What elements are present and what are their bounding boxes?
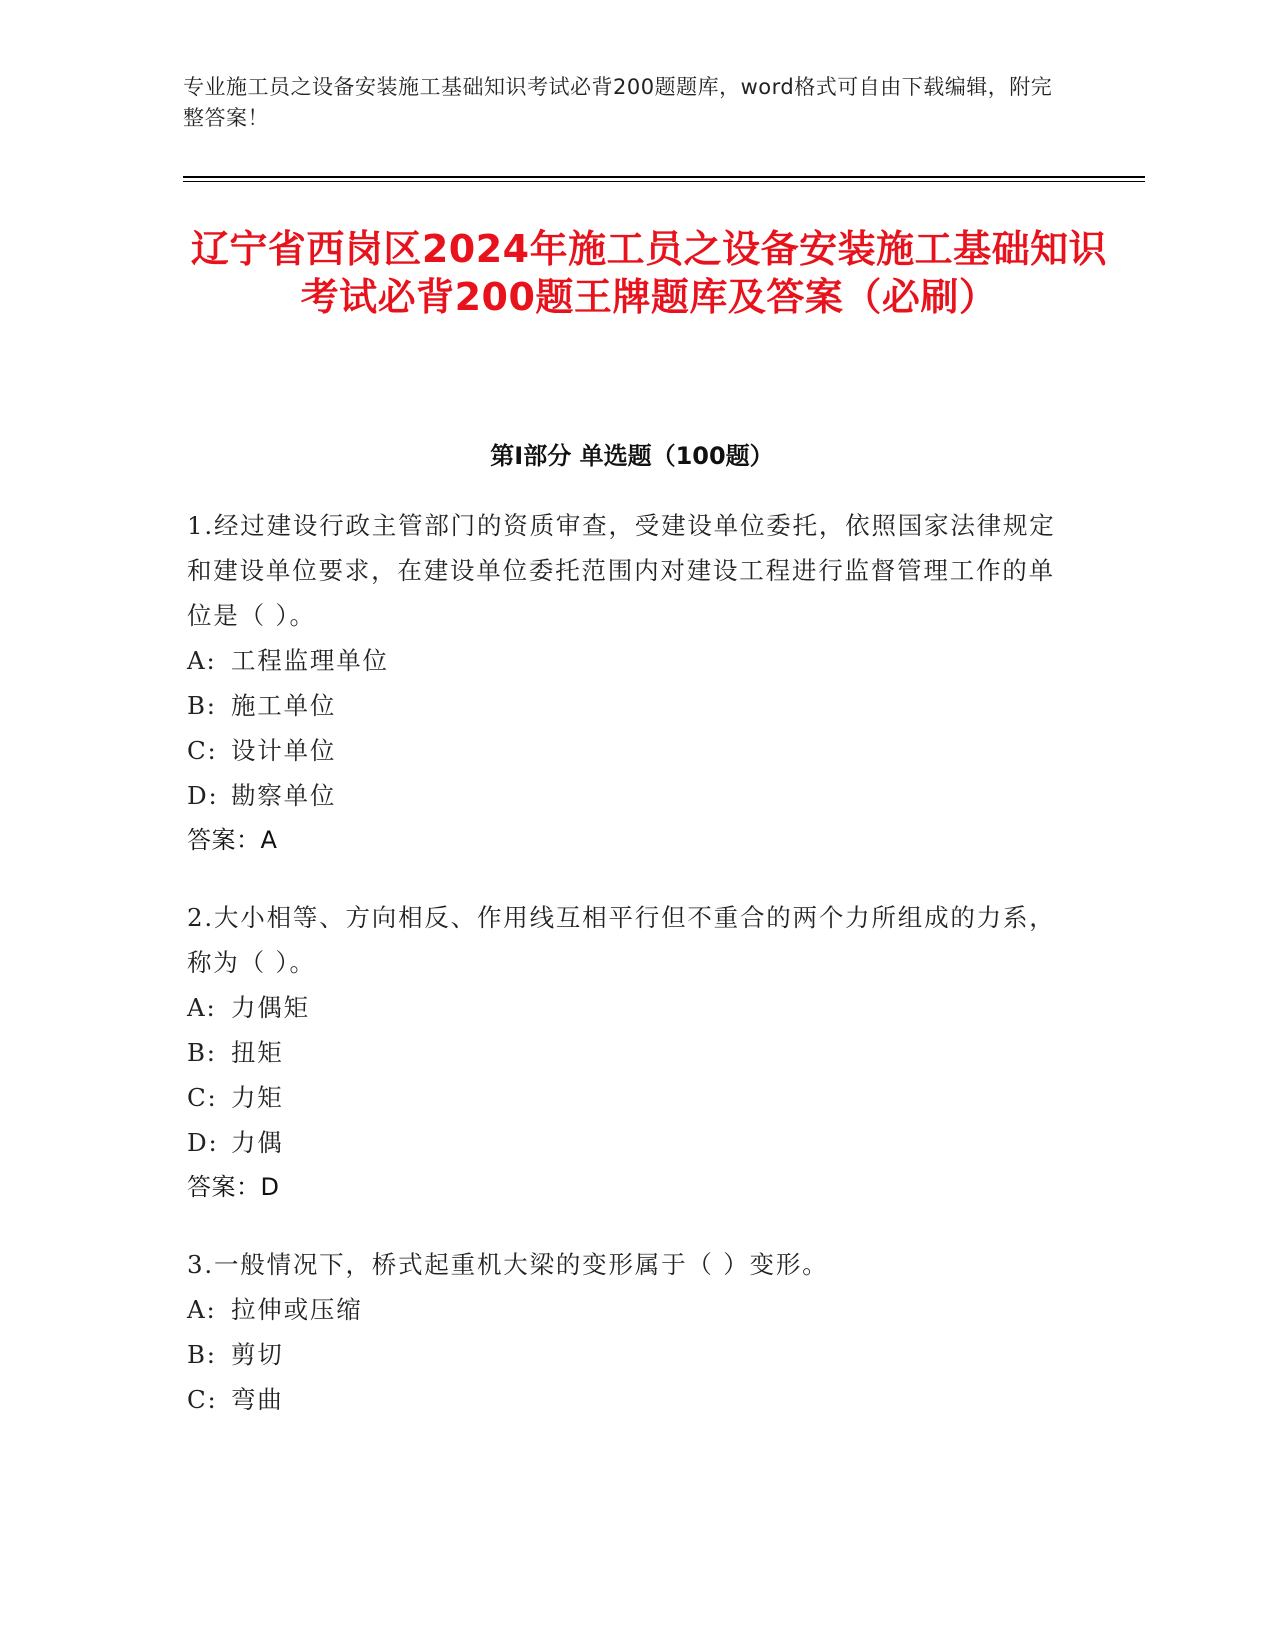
option-letter: B: <box>187 1340 217 1369</box>
option-d <box>187 773 1067 818</box>
option-letter: C: <box>187 1385 218 1414</box>
option-text: 剪切 <box>231 1340 284 1369</box>
option-text: 施工单位 <box>231 691 337 720</box>
option-letter: C: <box>187 1083 218 1112</box>
section-title: 第I部分 单选题（100题） <box>490 442 774 470</box>
option-a <box>187 985 1067 1030</box>
option-c <box>187 728 1067 773</box>
header-note: 专业施工员之设备安装施工基础知识考试必背200题题库，word格式可自由下载编辑，附完整答案！ <box>183 75 1053 130</box>
option-b <box>187 1332 1067 1377</box>
option-text: 设计单位 <box>231 736 337 765</box>
option-text: 工程监理单位 <box>231 646 389 675</box>
option-letter: B: <box>187 691 217 720</box>
option-letter: D: <box>187 1128 219 1157</box>
option-text: 勘察单位 <box>231 781 337 810</box>
option-c <box>187 1377 1067 1422</box>
question-2 <box>187 895 1067 1210</box>
option-text: 扭矩 <box>231 1038 284 1067</box>
option-c <box>187 1075 1067 1120</box>
document-title: 辽宁省西岗区2024年施工员之设备安装施工基础知识考试必背200题王牌题库及答案（必刷） <box>190 227 1108 319</box>
header-divider-thin <box>183 181 1145 182</box>
option-text: 力偶矩 <box>231 993 310 1022</box>
question-3 <box>187 1242 1067 1422</box>
option-letter: A: <box>187 1295 217 1324</box>
option-b <box>187 683 1067 728</box>
option-letter: B: <box>187 1038 217 1067</box>
question-stem: 3.一般情况下，桥式起重机大梁的变形属于（ ）变形。 <box>187 1250 829 1279</box>
option-d <box>187 1120 1067 1165</box>
option-a <box>187 1287 1067 1332</box>
option-text: 力矩 <box>231 1083 284 1112</box>
answer: 答案：A <box>187 826 278 854</box>
option-text: 力偶 <box>231 1128 284 1157</box>
answer: 答案：D <box>187 1173 280 1201</box>
option-letter: A: <box>187 646 217 675</box>
option-b <box>187 1030 1067 1075</box>
option-letter: A: <box>187 993 217 1022</box>
question-stem: 1.经过建设行政主管部门的资质审查，受建设单位委托，依照国家法律规定和建设单位要求，在建设单位委托范围内对建设工程进行监督管理工作的单位是（ ）。 <box>187 511 1056 630</box>
option-letter: C: <box>187 736 218 765</box>
question-stem: 2.大小相等、方向相反、作用线互相平行但不重合的两个力所组成的力系，称为（ ）。 <box>187 903 1056 977</box>
option-text: 拉伸或压缩 <box>231 1295 363 1324</box>
header-divider-thick <box>183 176 1145 178</box>
option-a <box>187 638 1067 683</box>
option-letter: D: <box>187 781 219 810</box>
option-text: 弯曲 <box>231 1385 284 1414</box>
question-1 <box>187 503 1067 863</box>
